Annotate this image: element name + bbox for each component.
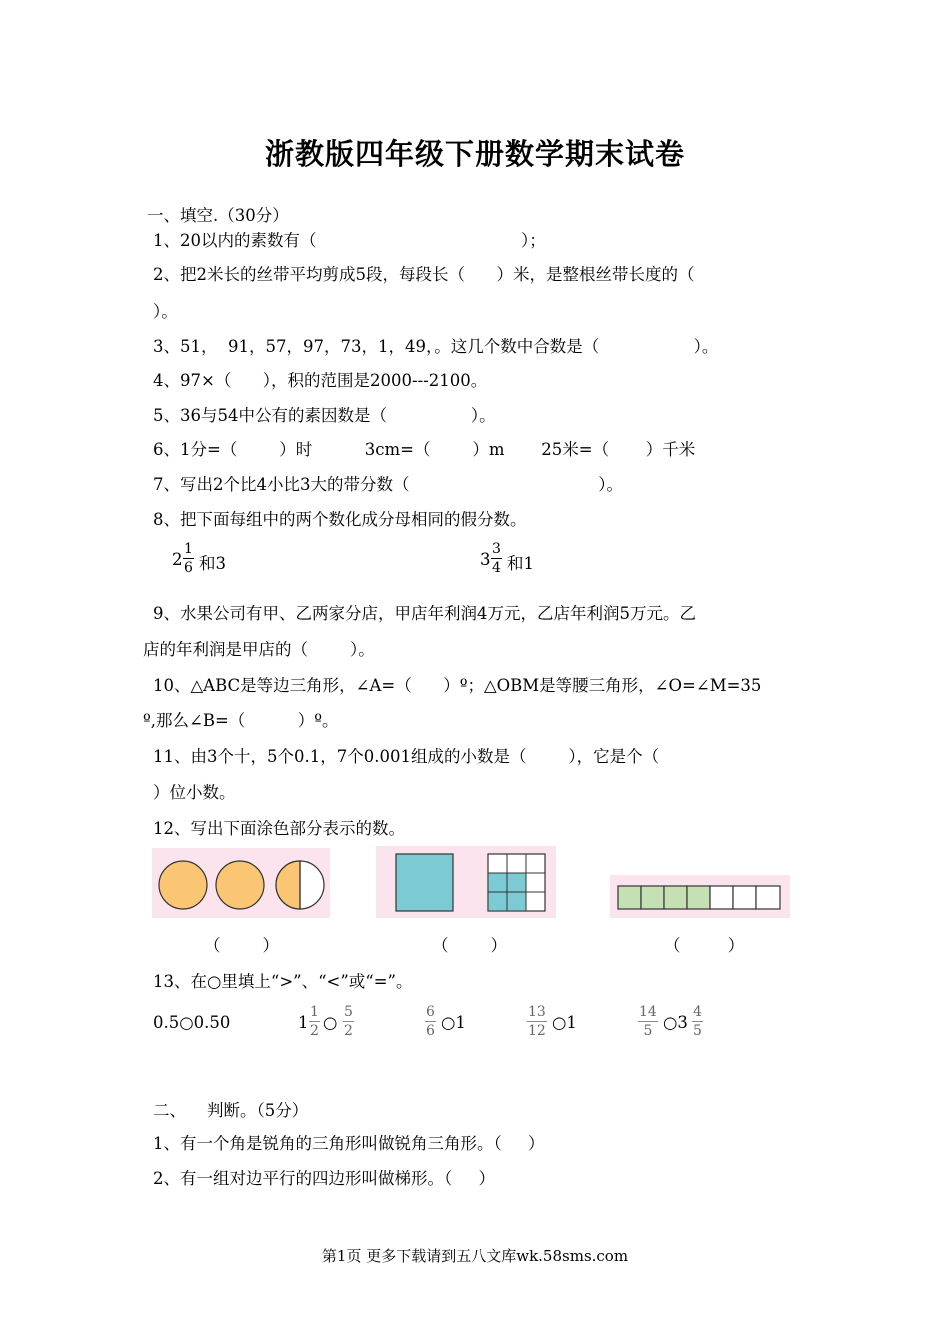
denominator: 5 bbox=[693, 1023, 702, 1039]
question-9-line1: 9、水果公司有甲、乙两家分店，甲店年利润4万元，乙店年利润5万元。乙 bbox=[153, 604, 696, 623]
numerator: 5 bbox=[344, 1004, 353, 1020]
q8-item-1-fraction bbox=[183, 540, 194, 577]
q12-bar-figure bbox=[610, 875, 790, 918]
q12-blank-3: （ ） bbox=[664, 936, 745, 955]
question-4: 4、97×（ ），积的范围是2000---2100。 bbox=[153, 371, 488, 390]
page-title: 浙教版四年级下册数学期末试卷 bbox=[264, 137, 685, 171]
question-2-line1: 2、把2米长的丝带平均剪成5段，每段长（ ）米，是整根丝带长度的（ bbox=[153, 265, 695, 284]
page-footer: 第1页 更多下载请到五八文库wk.58sms.com bbox=[321, 1247, 629, 1265]
q13-item-a: 0.5○0.50 bbox=[153, 1013, 231, 1032]
q13-b-fraction-1 bbox=[309, 1003, 320, 1040]
q12-blank-2: （ ） bbox=[432, 936, 507, 955]
q13-c-tail: ○1 bbox=[441, 1013, 466, 1032]
denominator: 5 bbox=[643, 1023, 653, 1039]
question-7: 7、写出2个比4小比3大的带分数（ ）。 bbox=[153, 475, 624, 494]
full-square bbox=[396, 854, 453, 911]
question-5: 5、36与54中公有的素因数是（ ）。 bbox=[153, 406, 496, 425]
q12-circles-figure bbox=[152, 848, 330, 918]
q8-item-1-whole: 2 bbox=[172, 550, 183, 569]
denominator: 12 bbox=[528, 1023, 546, 1039]
numerator: 6 bbox=[426, 1004, 435, 1020]
question-12: 12、写出下面涂色部分表示的数。 bbox=[153, 819, 405, 838]
numerator: 13 bbox=[528, 1004, 546, 1020]
numerator: 1 bbox=[184, 541, 193, 557]
shaded-circle-1 bbox=[159, 861, 207, 909]
question-10-line1: 10、△ABC是等边三角形，∠A=（ ）º；△OBM是等腰三角形，∠O=∠M=35 bbox=[153, 676, 762, 695]
q8-item-1-tail: 和3 bbox=[199, 554, 226, 573]
question-6: 6、1分=（ ）时 3cm=（ ）m 25米=（ ）千米 bbox=[153, 440, 696, 459]
question-13: 13、在○里填上“>”、“<”或“=”。 bbox=[153, 972, 413, 991]
q12-blank-1: （ ） bbox=[204, 936, 279, 955]
q8-item-2-tail: 和1 bbox=[507, 554, 534, 573]
q13-c-fraction bbox=[425, 1003, 436, 1040]
question-2-line2: ）。 bbox=[153, 302, 178, 321]
q8-item-2-fraction bbox=[491, 540, 502, 577]
question-3: 3、51， 91，57，97，73，1，49，。这几个数中合数是（ ）。 bbox=[153, 337, 719, 356]
question-11-line2: ）位小数。 bbox=[153, 783, 236, 802]
numerator: 3 bbox=[492, 541, 501, 557]
q13-d-fraction bbox=[527, 1003, 547, 1040]
q13-d-tail: ○1 bbox=[552, 1013, 577, 1032]
q13-b-circle: ○ bbox=[323, 1013, 338, 1032]
section2-heading: 二、 判断。（5分） bbox=[153, 1101, 309, 1120]
denominator: 2 bbox=[344, 1023, 353, 1039]
section2-question-2: 2、有一组对边平行的四边形叫做梯形。（ ） bbox=[153, 1169, 495, 1188]
denominator: 6 bbox=[184, 560, 193, 576]
q13-e-fraction-2 bbox=[692, 1003, 703, 1040]
section2-question-1: 1、有一个角是锐角的三角形叫做锐角三角形。（ ） bbox=[153, 1134, 545, 1153]
denominator: 6 bbox=[426, 1023, 435, 1039]
q12-squares-figure bbox=[376, 846, 556, 918]
question-8: 8、把下面每组中的两个数化成分母相同的假分数。 bbox=[153, 510, 527, 529]
q13-b-whole: 1 bbox=[298, 1013, 309, 1032]
numerator: 4 bbox=[693, 1004, 702, 1020]
question-11-line1: 11、由3个十，5个0.1，7个0.001组成的小数是（ ），它是个（ bbox=[153, 747, 660, 766]
denominator: 4 bbox=[492, 560, 501, 576]
numerator: 1 bbox=[310, 1004, 319, 1020]
bar-cells bbox=[618, 886, 780, 909]
q13-e-fraction-1 bbox=[638, 1003, 658, 1040]
q13-e-mid: ○3 bbox=[663, 1013, 688, 1032]
denominator: 2 bbox=[310, 1023, 319, 1039]
numerator: 14 bbox=[639, 1004, 657, 1020]
q13-b-fraction-2 bbox=[343, 1003, 354, 1040]
question-1: 1、20以内的素数有（ ）； bbox=[153, 231, 546, 250]
shaded-circle-2 bbox=[216, 861, 264, 909]
section1-heading: 一、填空.（30分） bbox=[147, 206, 289, 225]
question-10-line2: º,那么∠B=（ ）º。 bbox=[143, 711, 339, 730]
q8-item-2-whole: 3 bbox=[480, 550, 491, 569]
question-9-line2: 店的年利润是甲店的（ ）。 bbox=[143, 640, 375, 659]
